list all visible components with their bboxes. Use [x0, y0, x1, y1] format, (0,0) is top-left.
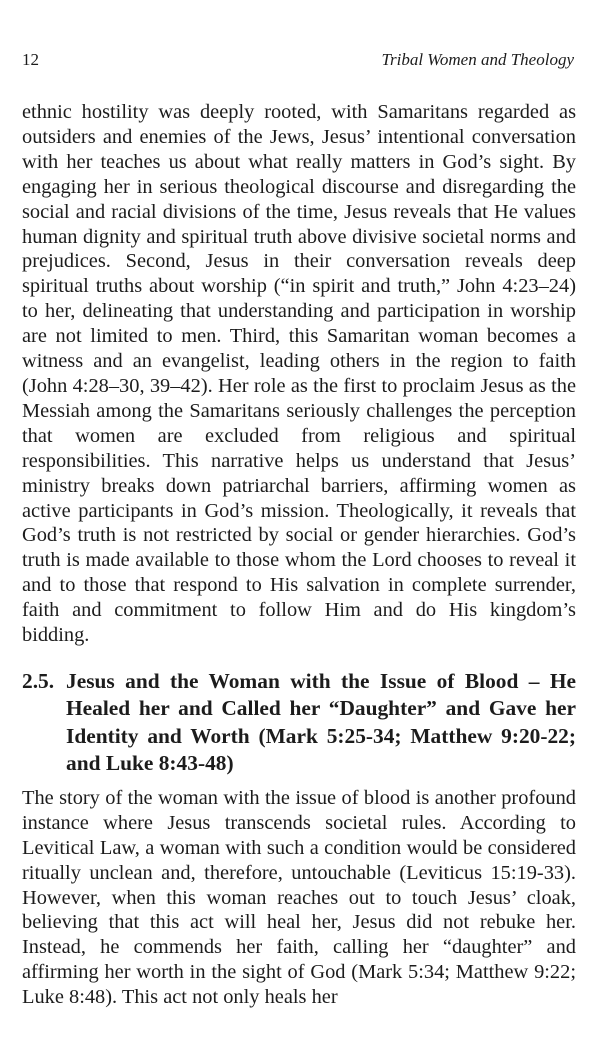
running-header: [22, 50, 574, 74]
body-paragraph-2: The story of the woman with the issue of blood is another profound instance where Jesus transcends societal rules. According to Levitical Law, a woman with such a condition would be considered ritually unclean and, therefore, untouchable (Leviticus 15:19-33). However, when this woman reaches out to touch Jesus’ cloak, believing that this act will heal her, Jesus did not rebuke her. Instead, he commends her faith, calling her “daughter” and affirming her worth in the sight of God (Mark 5:34; Matthew 9:22; Luke 8:48). This act not only heals her: [22, 786, 576, 1009]
page-body: [22, 100, 576, 1010]
section-title: Jesus and the Woman with the Issue of Blood – He Healed her and Called her “Daughter” and Gave her Identity and Worth (Mark 5:25-34; Matthew 9:20-22; and Luke 8:43-48): [66, 668, 576, 776]
section-heading: [22, 668, 576, 778]
running-title: Tribal Women and Theology: [381, 50, 574, 69]
section-number: 2.5.: [22, 668, 55, 693]
page-number: 12: [22, 50, 39, 69]
body-paragraph-1: ethnic hostility was deeply rooted, with Samaritans regarded as outsiders and enemies of the Jews, Jesus’ intentional conversation with her teaches us about what really matters in God’s sight. By engaging her in serious theological discourse and disregarding the social and racial divisions of the time, Jesus reveals that He values human dignity and spiritual truth above divisive societal norms and prejudices. Second, Jesus in their conversation reveals deep spiritual truths about worship (“in spirit and truth,” John 4:23–24) to her, delineating that understanding and participation in worship are not limited to men. Third, this Samaritan woman becomes a witness and an evangelist, leading others in the region to faith (John 4:28–30, 39–42). Her role as the first to proclaim Jesus as the Messiah among the Samaritans seriously challenges the perception that women are excluded from religious and spiritual responsibilities. This narrative helps us understand that Jesus’ ministry breaks down patriarchal barriers, affirming women as active participants in God’s mission. Theologically, it reveals that God’s truth is not restricted by social or gender hierarchies. God’s truth is made available to those whom the Lord chooses to reveal it and to those that respond to His salvation in complete surrender, faith and commitment to follow Him and do His kingdom’s bidding.: [22, 101, 576, 647]
